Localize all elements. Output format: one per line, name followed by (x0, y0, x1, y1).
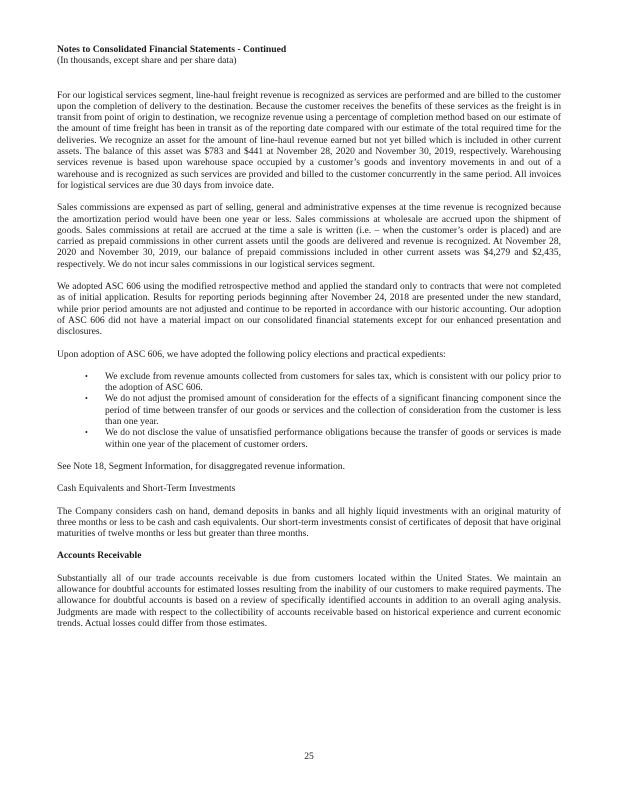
list-item-text: We do not disclose the value of unsatisfied performance obligations because the transfer of goods or services is made within one year of the placement of customer orders. (105, 427, 561, 450)
bullet-icon: • (85, 371, 88, 381)
paragraph-policy-elections-intro: Upon adoption of ASC 606, we have adopted the following policy elections and practical expedients: (57, 348, 446, 360)
paragraph-sales-commissions: Sales commissions are expensed as part of selling, general and administrative expenses at the time revenue is recognized because the amortization period would have been one year or less. Sales commissions at wholesale are accrued upon the shipment of goods. Sales commissions at retail are accrued at the time a sale is written (i.e. – when the customer’s order is placed) and are carried as prepaid commissions in other current assets until the goods are delivered and revenue is recognized. At November 28, 2020 and November 30, 2019, our balance of prepaid commissions included in other current assets was $4,279 and $2,435, respectively. We do not incur sales commissions in our logistical services segment. (57, 202, 561, 270)
list-item-text: We exclude from revenue amounts collected from customers for sales tax, which is consistent with our policy prior to the adoption of ASC 606. (105, 370, 561, 394)
paragraph-accounts-receivable: Substantially all of our trade accounts receivable is due from customers located within the United States. We maintain an allowance for doubtful accounts for estimated losses resulting from the inability of our customers to make required payments. The allowance for doubtful accounts is based on a review of specifically identified accounts in addition to an overall aging analysis. Judgments are made with respect to the collectibility of accounts receivable based on historical experience and current economic trends. Actual losses could differ from those estimates. (57, 572, 561, 629)
list-item-unsatisfied-obligations (57, 427, 561, 450)
bullet-icon: • (85, 394, 88, 404)
heading-cash-equivalents: Cash Equivalents and Short-Term Investments (57, 483, 236, 495)
paragraph-cash-equivalents: The Company considers cash on hand, demand deposits in banks and all highly liquid investments with an original maturity of three months or less to be cash and cash equivalents. Our short-term investments consist of certificates of deposit that have original maturities of twelve months or less but greater than three months. (57, 505, 561, 540)
paragraph-see-note: See Note 18, Segment Information, for disaggregated revenue information. (57, 460, 345, 472)
document-header (57, 44, 561, 67)
list-item-sales-tax (57, 371, 561, 394)
page-title: Notes to Consolidated Financial Statements - Continued (57, 44, 287, 55)
paragraph-revenue-recognition: For our logistical services segment, line-haul freight revenue is recognized as services are performed and are billed to the customer upon the completion of delivery to the destination. Because the customer receives the benefits of these services as the freight is in transit from point of origin to destination, we recognize revenue using a percentage of completion method based on our estimate of the amount of time freight has been in transit as of the reporting date compared with our estimate of the total required time for the deliveries. We recognize an asset for the amount of line-haul revenue earned but not yet billed which is included in other current assets. The balance of this asset was $783 and $441 at November 28, 2020 and November 30, 2019, respectively. Warehousing services revenue is based upon warehouse space occupied by a customer’s goods and inventory movements in and out of a warehouse and is recognized as such services are provided and billed to the customer concurrently in the same period. All invoices for logistical services are due 30 days from invoice date. (57, 89, 561, 191)
paragraph-asc606-adoption: We adopted ASC 606 using the modified retrospective method and applied the standard only to contracts that were not completed as of initial application. Results for reporting periods beginning after November 24, 2018 are presented under the new standard, while prior period amounts are not adjusted and continue to be reported in accordance with our historic accounting. Our adoption of ASC 606 did not have a material impact on our consolidated financial statements except for our enhanced presentation and disclosures. (57, 281, 561, 338)
page-number: 25 (304, 751, 314, 762)
bullet-icon: • (85, 428, 88, 438)
policy-elections-list (57, 371, 561, 450)
heading-accounts-receivable: Accounts Receivable (57, 550, 142, 562)
page-subtitle: (In thousands, except share and per share data) (57, 55, 237, 67)
list-item-financing-component (57, 393, 561, 427)
list-item-text: We do not adjust the promised amount of consideration for the effects of a significant financing component since the period of time between transfer of our goods or services and the collection of consideration from the customer is less than one year. (105, 393, 561, 428)
